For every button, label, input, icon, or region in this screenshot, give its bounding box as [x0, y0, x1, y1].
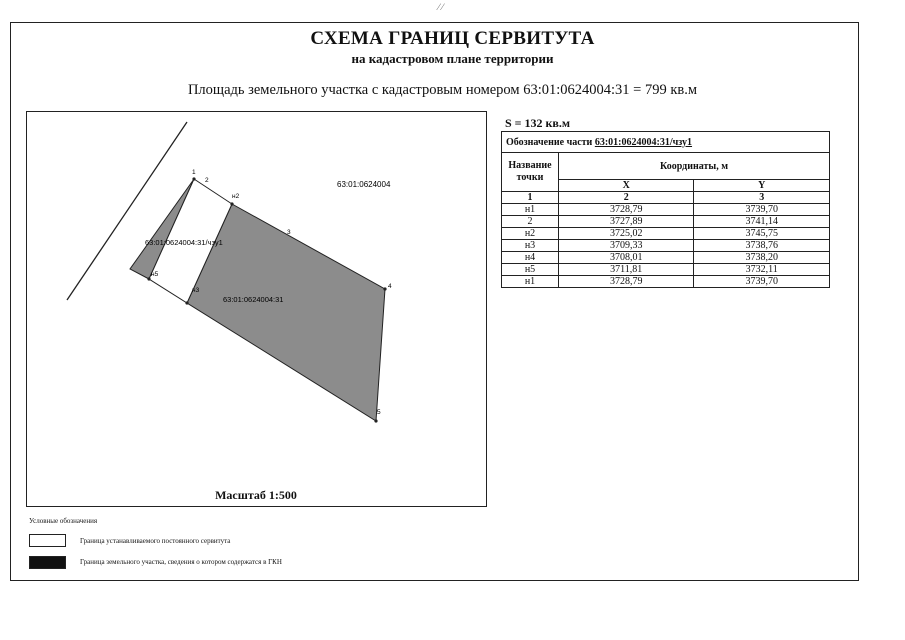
- page-subtitle: на кадастровом плане территории: [351, 51, 554, 66]
- table-row: [502, 276, 830, 288]
- legend-swatch-servitude: [29, 534, 66, 547]
- cell-y: 3741,14: [694, 216, 830, 228]
- col-num-2: 2: [559, 192, 694, 204]
- cell-point: н2: [502, 228, 559, 240]
- legend-swatch-parcel: [29, 556, 66, 569]
- cell-point: 2: [502, 216, 559, 228]
- point-marker-4: [383, 287, 386, 290]
- caption-number: 63:01:0624004:31/чзу1: [594, 136, 693, 148]
- cell-point: н3: [502, 240, 559, 252]
- point-label-n3: н3: [192, 287, 200, 294]
- point-label-n2: н2: [232, 193, 240, 200]
- cell-point: н1: [502, 276, 559, 288]
- cell-x: 3728,79: [559, 276, 694, 288]
- map-panel: [26, 111, 487, 507]
- coordinates-table: [501, 131, 830, 288]
- table-row: [502, 240, 830, 252]
- point-marker-1: [192, 177, 195, 180]
- point-label-2: 2: [205, 177, 209, 184]
- cell-y: 3745,75: [694, 228, 830, 240]
- cell-x: 3725,02: [559, 228, 694, 240]
- table-row: [502, 252, 830, 264]
- map-scale: Масштаб 1:500: [215, 488, 297, 502]
- cell-point: н5: [502, 264, 559, 276]
- col-num-3: 3: [694, 192, 830, 204]
- caption-prefix: Обозначение части: [506, 136, 595, 148]
- cell-x: 3727,89: [559, 216, 694, 228]
- cell-y: 3738,76: [694, 240, 830, 252]
- page-title: СХЕМА ГРАНИЦ СЕРВИТУТА: [310, 28, 595, 49]
- col-num-1: 1: [502, 192, 559, 204]
- cell-y: 3732,11: [694, 264, 830, 276]
- legend-text-servitude: Граница устанавливаемого постоянного сервитута: [80, 537, 231, 545]
- point-label-4: 4: [388, 283, 392, 290]
- cadastral-map: [27, 112, 485, 505]
- header-point-name: Название точки: [502, 153, 559, 192]
- part-area-label: S = 132 кв.м: [505, 116, 571, 130]
- table-caption: [502, 132, 830, 153]
- parcel-label: 63:01:0624004:31: [223, 295, 284, 304]
- cell-point: н4: [502, 252, 559, 264]
- point-marker-5: [374, 419, 377, 422]
- point-label-5: 5: [377, 409, 381, 416]
- point-marker-n3: [185, 301, 188, 304]
- servitude-label: 63:01:0624004:31/чзу1: [145, 238, 223, 247]
- table-row: [502, 216, 830, 228]
- table-row: [502, 204, 830, 216]
- top-mark: ⁄ ⁄: [438, 2, 444, 12]
- legend-title: Условные обозначения: [29, 517, 98, 525]
- point-marker-n2: [230, 202, 233, 205]
- cell-x: 3708,01: [559, 252, 694, 264]
- point-label-1: 1: [192, 169, 196, 176]
- header-y: Y: [694, 180, 830, 192]
- header-coordinates: Координаты, м: [559, 153, 830, 180]
- table-row: [502, 264, 830, 276]
- cell-x: 3711,81: [559, 264, 694, 276]
- quarter-label: 63:01:0624004: [337, 180, 391, 189]
- point-label-n5: н5: [151, 271, 159, 278]
- cell-x: 3709,33: [559, 240, 694, 252]
- table-row: [502, 228, 830, 240]
- cell-point: н1: [502, 204, 559, 216]
- point-label-3: 3: [287, 229, 291, 236]
- header-x: X: [559, 180, 694, 192]
- cell-y: 3739,70: [694, 276, 830, 288]
- cell-x: 3728,79: [559, 204, 694, 216]
- cell-y: 3739,70: [694, 204, 830, 216]
- legend-text-parcel: Граница земельного участка, сведения о котором содержатся в ГКН: [80, 558, 282, 566]
- cell-y: 3738,20: [694, 252, 830, 264]
- area-statement: Площадь земельного участка с кадастровым номером 63:01:0624004:31 = 799 кв.м: [187, 82, 698, 98]
